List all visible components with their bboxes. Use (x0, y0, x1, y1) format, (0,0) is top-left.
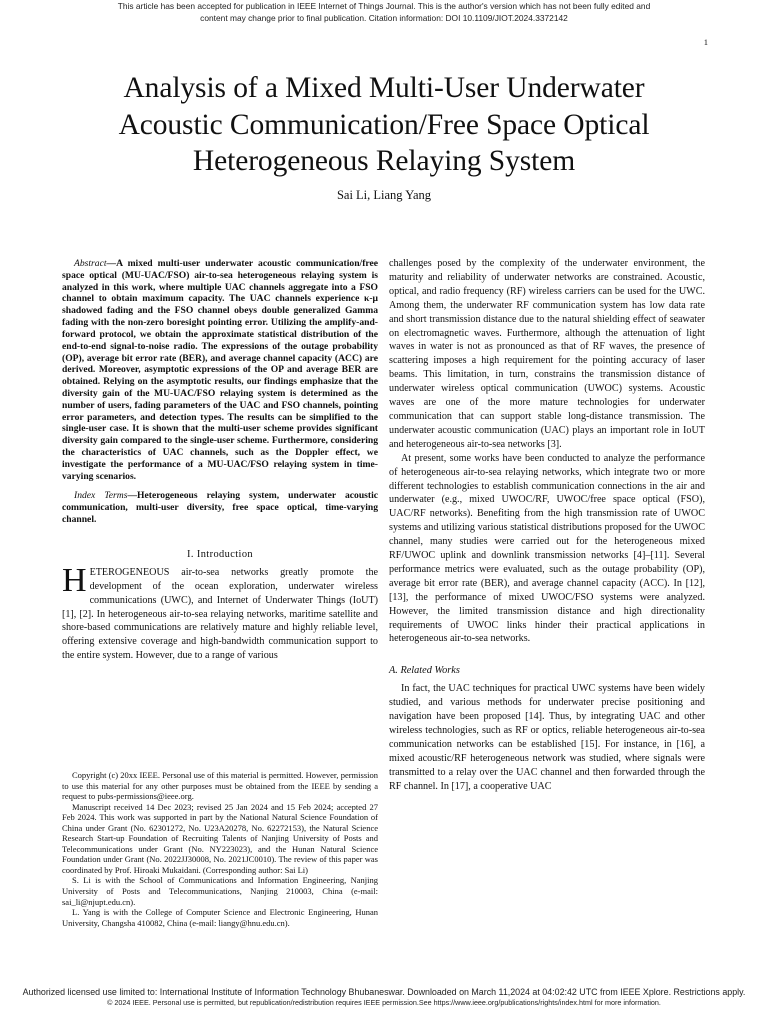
left-column (62, 258, 378, 663)
intro-paragraph-2: At present, some works have been conducted to analyze the performance of heterogeneous air-to-sea relaying networks, which integrate two or more different technologies to establish communication connections in the air and underwater (e.g., mixed UWOC/RF, UWOC/free space optical (FSO), UAC/RF networks). Benefiting from the high transmission rate of UWOC systems and utilizing various statistical distributions proposed for the UWOC channel, many studies were carried out for the heterogeneous mixed RF/UWOC uplink and downlink transmission networks [4]–[11]. Several performance metrics were evaluated, such as the outage probability (OP), average bit error rate (BER), and average channel capacity (ACC). In [12], [13], the performance of mixed UWOC/FSO systems were analyzed. However, the limited transmission distance and high directionality requirements of UWOC links hinder their practical applications in heterogeneous air-to-sea networks. (389, 452, 705, 645)
title-line: Acoustic Communication/Free Space Optical (118, 108, 650, 141)
license-notice: Authorized licensed use limited to: International Institute of Information Technology Bhubaneswar. Downloaded on March 11,2024 at 04:02:42 UTC from IEEE Xplore. Restrictions apply. (22, 987, 746, 997)
section-heading-introduction: I. Introduction (186, 548, 254, 560)
intro-paragraph-1 (62, 561, 378, 663)
abstract-label: Abstract (74, 258, 107, 269)
index-terms-text: —Heterogeneous relaying system, underwater acoustic communication, multi-user diversity, free space optical, time-varying channel. (62, 490, 379, 526)
title-line: Heterogeneous Relaying System (192, 145, 576, 177)
accepted-notice (0, 0, 768, 24)
intro-paragraph-1-text: ETEROGENEOUS air-to-sea networks greatly promote the development of the ocean exploration, underwater wireless communications (UWC), and Internet of Underwater Things (IoUT) [1], [2]. In heterogeneous air-to-sea relaying networks, maritime satellite and shore-based communications are relatively mature and highly reliable level, offering extensive coverage and high-bandwidth communication support to the entire system. However, due to a range of various (62, 566, 378, 662)
footnote-author2: L. Yang is with the College of Computer Science and Electronic Engineering, Hunan University, Changsha 410082, China (e-mail: liangy@hnu.edu.cn). (62, 907, 378, 928)
paper-title (40, 70, 728, 180)
drop-cap: H (62, 561, 87, 599)
accepted-notice-line1: This article has been accepted for publication in IEEE Internet of Things Journal. This is the author's version which has not been fully edited and (117, 1, 651, 11)
footnotes (62, 770, 378, 928)
subsection-heading-related-works: A. Related Works (389, 665, 460, 677)
index-terms-label: Index Terms (74, 490, 128, 502)
abstract-text: —A mixed multi-user underwater acoustic communication/free space optical (MU-UAC/FSO) air-to-sea heterogeneous relaying system is analyzed in this work, where multiple UAC channels aggregate into a FSO channel to obtain maximum capacity. The UAC channels experience κ-μ shadowed fading and the FSO channel obeys double generalized Gamma fading with the non-zero boresight pointing error. Utilizing the amplify-and-forward protocol, we obtain the approximate statistical distribution of the end-to-end signal-to-noise radio. The expressions of the outage probability (OP), average bit error rate (BER), and average channel capacity (ACC) are derived. Moreover, asymptotic expressions of the OP and average BER are obtained. Relying on the asymptotic results, our findings emphasize that the diversity gain of the MU-UAC/FSO relaying system is determined as the number of users, fading parameters of the UAC and FSO channels, pointing error parameters, and detection types. The results can be simplified to the single-user case. It is shown that the multi-user scheme provides significant diversity gain compared to the single-user scheme. Furthermore, considering the characteristics of UAC channels, such as the Doppler effect, we investigate the performance of a MU-UAC/FSO relaying system in time-varying scenarios. (62, 258, 378, 482)
footnote-manuscript: Manuscript received 14 Dec 2023; revised 25 Jan 2024 and 15 Feb 2024; accepted 27 Feb 2024. This work was supported in part by the National Natural Science Foundation of China under Grant (No. 62301272, No. U23A20278, No. 62272153), the Natural Science Research Start-up Foundation of Recruiting Talents of Nanjing University of Posts and Telecommunications under Grant (No. NY223023), and the Hunan Natural Science Foundation under Grant (No. 2022JJ30008, No. 2021JC0010). The review of this paper was coordinated by Prof. Hiroaki Mukaidani. (Corresponding author: Sai Li) (62, 801, 378, 875)
related-paragraph-1: In fact, the UAC techniques for practical UWC systems have been widely studied, and various methods for underwater precise positioning and navigation have been proposed [14]. Thus, by integrating UAC and other wireless technologies, such as RF or optics, reliable heterogeneous air-to-sea communication networks can be established [15]. For instance, in [16], a mixed acoustic/RF heterogeneous network was studied, where signals were transmitted to a relay over the UAC channel and then forwarded through the RF channel. In [17], a cooperative UAC (389, 683, 705, 792)
intro-paragraph-1-continued: challenges posed by the complexity of the underwater environment, the maturity and reliability of underwater networks are constrained. Acoustic, optical, and radio frequency (RF) wireless carriers can be used for the UWC. Among them, the underwater RF communication system has low data rate and short transmission distance due to the natural shielding effect of seawater on electromagnetic waves. Furthermore, although the attenuation of light waves in water is not as pronounced as that of RF waves, the presence of scattering imposes a high requirement for the pointing accuracy of laser beams. This limitation, in turn, constrains the transmission distance of underwater wireless optical communication (UWOC) systems. Acoustic waves are one of the more mature technologies for underwater communication that can support stable long-distance transmission. The underwater acoustic communication (UAC) plays an important role in IoUT and heterogeneous air-to-sea networks [3]. (389, 258, 705, 450)
right-column (389, 257, 705, 794)
accepted-notice-line2: content may change prior to final publication. Citation information: DOI 10.1109/JIOT.2024.3372142 (200, 13, 568, 23)
index-terms (62, 490, 378, 525)
authors: Sai Li, Liang Yang (336, 188, 432, 202)
copyright-notice: © 2024 IEEE. Personal use is permitted, but republication/redistribution requires IEEE permission.See https://www.ieee.org/publications/rights/index.html for more information. (107, 998, 661, 1007)
page-number: 1 (703, 37, 708, 47)
title-line: Analysis of a Mixed Multi-User Underwater (123, 72, 645, 104)
abstract (62, 258, 378, 482)
footnote-copyright: Copyright (c) 20xx IEEE. Personal use of this material is permitted. However, permission to use this material for any other purposes must be obtained from the IEEE by sending a request to pubs-permissions@ieee.org. (62, 770, 378, 802)
footnote-author1: S. Li is with the School of Communications and Information Engineering, Nanjing University of Posts and Telecommunications, Nanjing 210003, China (e-mail: sai_li@njupt.edu.cn). (62, 875, 378, 907)
